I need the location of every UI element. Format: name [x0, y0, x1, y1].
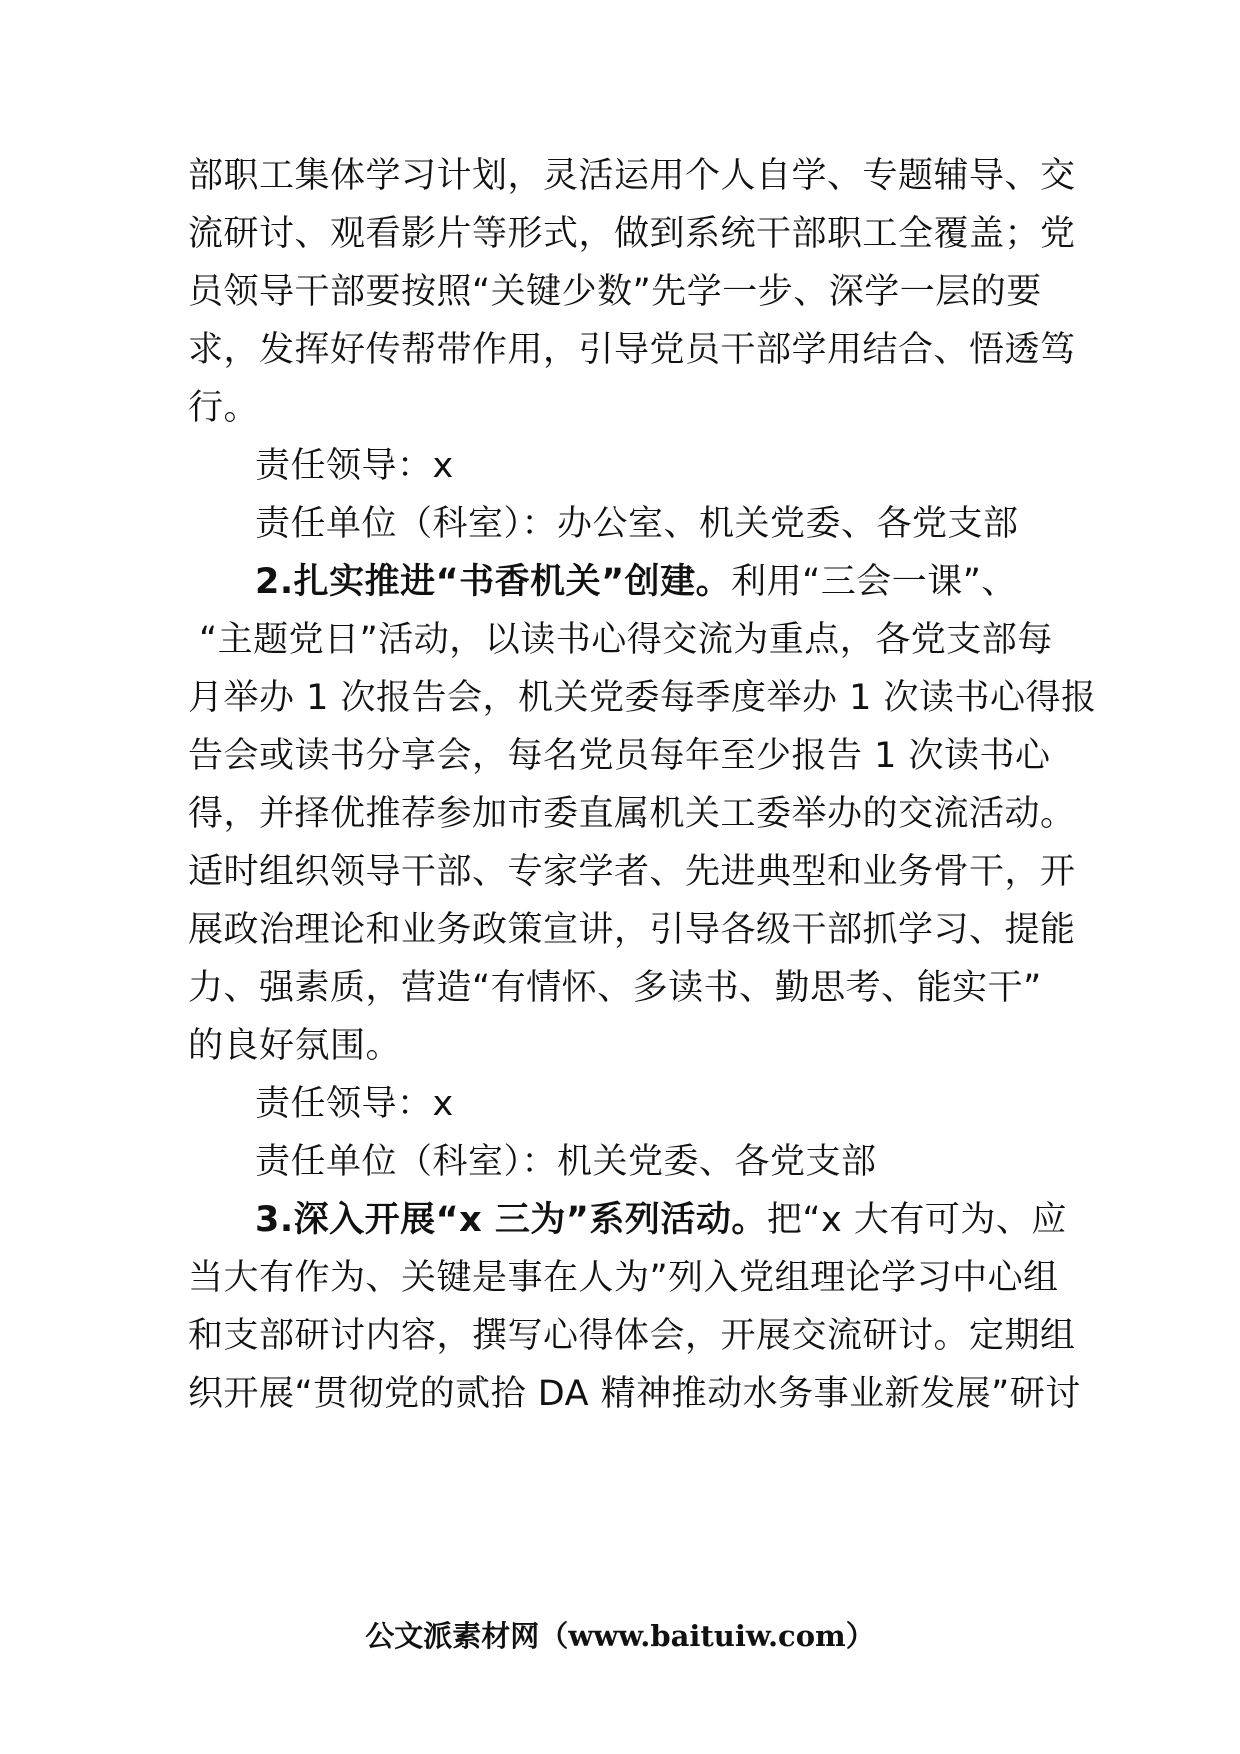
body-text-line: 当大有作为、关键是事在人为”列入党组理论学习中心组 — [188, 1258, 1059, 1298]
body-text-line: 月举办 1 次报告会，机关党委每季度举办 1 次读书心得报 — [188, 678, 1097, 718]
body-text-line: “主题党日”活动，以读书心得交流为重点，各党支部每 — [199, 620, 1053, 660]
section-heading-line — [255, 1198, 1067, 1242]
responsible-leader: 责任领导：x — [255, 1084, 454, 1124]
section-heading-line — [255, 560, 1017, 604]
body-text-line: 得，并择优推荐参加市委直属机关工委举办的交流活动。 — [188, 794, 1076, 834]
body-text-line: 的良好氛围。 — [188, 1026, 402, 1066]
page-footer: 公文派素材网（www.baituiw.com） — [365, 1619, 875, 1653]
section-heading: 2.扎实推进“书香机关”创建。 — [255, 562, 732, 602]
body-text-line: 求，发挥好传帮带作用，引导党员干部学用结合、悟透笃 — [188, 330, 1076, 370]
body-text-line: 告会或读书分享会，每名党员每年至少报告 1 次读书心 — [188, 736, 1051, 776]
body-text-line: 流研讨、观看影片等形式，做到系统干部职工全覆盖；党 — [188, 214, 1076, 254]
body-text: 利用“三会一课”、 — [731, 562, 1017, 602]
responsible-unit: 责任单位（科室）：机关党委、各党支部 — [255, 1142, 877, 1182]
body-text-line: 展政治理论和业务政策宣讲，引导各级干部抓学习、提能 — [188, 910, 1076, 950]
body-text-line: 力、强素质，营造“有情怀、多读书、勤思考、能实干” — [188, 968, 1042, 1008]
body-text-line: 和支部研讨内容，撰写心得体会，开展交流研讨。定期组 — [188, 1316, 1076, 1356]
responsible-unit: 责任单位（科室）：办公室、机关党委、各党支部 — [255, 504, 1019, 544]
body-text-line: 行。 — [188, 388, 260, 428]
body-text-line: 适时组织领导干部、专家学者、先进典型和业务骨干，开 — [188, 852, 1076, 892]
responsible-leader: 责任领导：x — [255, 446, 454, 486]
body-text: 把“x 大有可为、应 — [766, 1200, 1067, 1240]
body-text-line: 员领导干部要按照“关键少数”先学一步、深学一层的要 — [188, 272, 1042, 312]
section-heading: 3.深入开展“x 三为”系列活动。 — [255, 1200, 767, 1240]
body-text-line: 部职工集体学习计划，灵活运用个人自学、专题辅导、交 — [188, 156, 1076, 196]
body-text-line: 织开展“贯彻党的贰拾 DA 精神推动水务事业新发展”研讨 — [188, 1374, 1081, 1414]
